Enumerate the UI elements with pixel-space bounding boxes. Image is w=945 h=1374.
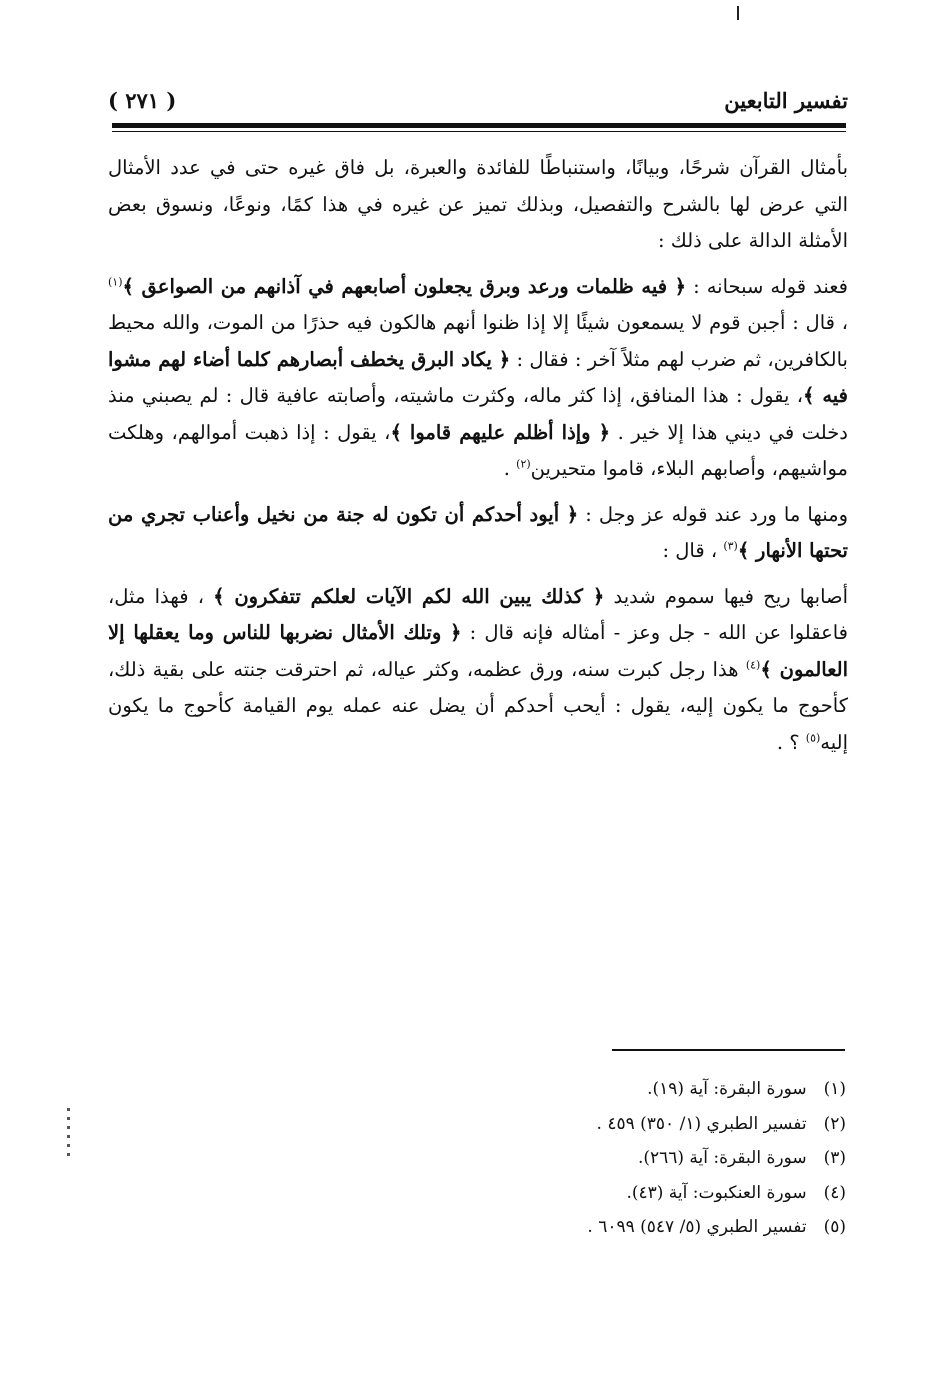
paragraph-text: بأمثال القرآن شرحًا، وبيانًا، واستنباطًا للفائدة والعبرة، بل فاق غيره حتى في عدد الأمثال التي عرض لها بالشرح والتفصيل، وبذلك تميز عن غيره في هذا كمًا، ونوعًا، ونسوق بعض الأمثلة الدالة على ذلك : — [108, 156, 848, 252]
text-run: أصابها ريح فيها سموم شديد — [604, 584, 848, 608]
footnote-ref: (٣) — [723, 539, 738, 553]
footnote-text: تفسير الطبري (٥/ ٥٤٧) ٦٠٩٩ . — [587, 1217, 807, 1238]
text-run: هذا رجل كبرت سنه، ورق عظمه، وكثر عياله، ثم احترقت جنته على بقية ذلك، كأحوج ما يكون إليه، يقول : أيحب أحدكم أن يضل عنه عمله يوم القيامة كأحوج ما يكون إليه — [108, 657, 848, 754]
text-run: . — [503, 457, 517, 480]
footnote-ref: (١) — [108, 275, 123, 288]
text-run: ؟ . — [776, 730, 806, 754]
footnote-number: (٢) — [823, 1113, 846, 1134]
quran-verse: ﴿ يكاد البرق يخطف أبصارهم كلما أضاء لهم مشوا فيه ﴾ — [108, 347, 849, 407]
footnote-number: (٣) — [823, 1148, 846, 1169]
paragraph — [108, 579, 848, 762]
text-run: ، قال : أجبن قوم لا يسمعون شيئًا إلا إذا ظنوا أنهم هالكون فيه حذرًا من الموت، والله محيط بالكافرين، ثم ضرب لهم مثلاً آخر : فقال : — [108, 311, 848, 371]
footnote-ref: (٢) — [516, 457, 531, 471]
paragraph-text — [108, 497, 848, 570]
quran-verse: ﴿ أيود أحدكم أن تكون له جنة من نخيل وأعناب تجري من تحتها الأنهار ﴾ — [108, 502, 848, 562]
footnotes — [108, 1072, 846, 1245]
page-header — [108, 88, 848, 116]
footnote-text: سورة البقرة: آية (١٩). — [647, 1079, 807, 1099]
scan-mark — [737, 6, 739, 20]
quran-verse: ﴿ فيه ظلمات ورعد وبرق يجعلون أصابعهم في آذانهم من الصواعق ﴾ — [122, 274, 687, 298]
paragraph — [108, 150, 848, 260]
footnote-text: تفسير الطبري (١/ ٣٥٠) ٤٥٩ . — [596, 1113, 807, 1134]
footnote-ref: (٥) — [805, 731, 821, 744]
header-rule — [112, 123, 846, 128]
running-title: تفسير التابعين — [724, 88, 848, 113]
page-number: ( ٢٧١ ) — [108, 88, 177, 113]
footnote — [108, 1210, 846, 1245]
footnote-text: سورة العنكبوت: آية (٤٣). — [626, 1182, 807, 1203]
footnote-number: (١) — [823, 1079, 846, 1099]
scan-mark — [67, 1108, 70, 1156]
footnote-number: (٥) — [823, 1217, 846, 1238]
quran-verse: ﴿ كذلك يبين الله لكم الآيات لعلكم تتفكرون ﴾ — [213, 584, 605, 608]
text-run: ، قال : — [662, 539, 724, 562]
text-run: فعند قوله سبحانه : — [686, 274, 848, 298]
paragraph-text — [108, 579, 848, 762]
footnote-text: سورة البقرة: آية (٢٦٦). — [637, 1148, 807, 1169]
footnote-rule — [612, 1049, 845, 1051]
text-run: ومنها ما ورد عند قوله عز وجل : — [578, 502, 849, 526]
footnote — [108, 1107, 846, 1142]
footnote — [108, 1176, 846, 1211]
paragraph — [108, 497, 848, 570]
paragraph — [108, 269, 848, 488]
main-text — [108, 150, 848, 770]
footnote — [108, 1141, 846, 1176]
text-run: ، فهذا مثل، فاعقلوا عن الله - جل وعز - أمثاله فإنه قال : — [108, 584, 848, 644]
footnote — [108, 1072, 846, 1107]
quran-verse: ﴿ وتلك الأمثال نضربها للناس وما يعقلها إلا العالمون ﴾ — [108, 621, 848, 681]
quran-verse: ﴿ وإذا أظلم عليهم قاموا ﴾ — [390, 420, 611, 444]
text-run: ، يقول : إذا ذهبت أموالهم، وهلكت مواشيهم، وأصابهم البلاء، قاموا متحيرين — [108, 420, 848, 480]
paragraph-text — [108, 269, 848, 488]
text-run: ، يقول : هذا المنافق، إذا كثر ماله، وكثرت ماشيته، وأصابته عافية قال : لم يصبني منذ دخلت في ديني هذا إلا خير . — [108, 384, 848, 444]
footnote-ref: (٤) — [745, 658, 761, 671]
header-rule — [112, 131, 846, 132]
footnote-number: (٤) — [823, 1182, 846, 1203]
